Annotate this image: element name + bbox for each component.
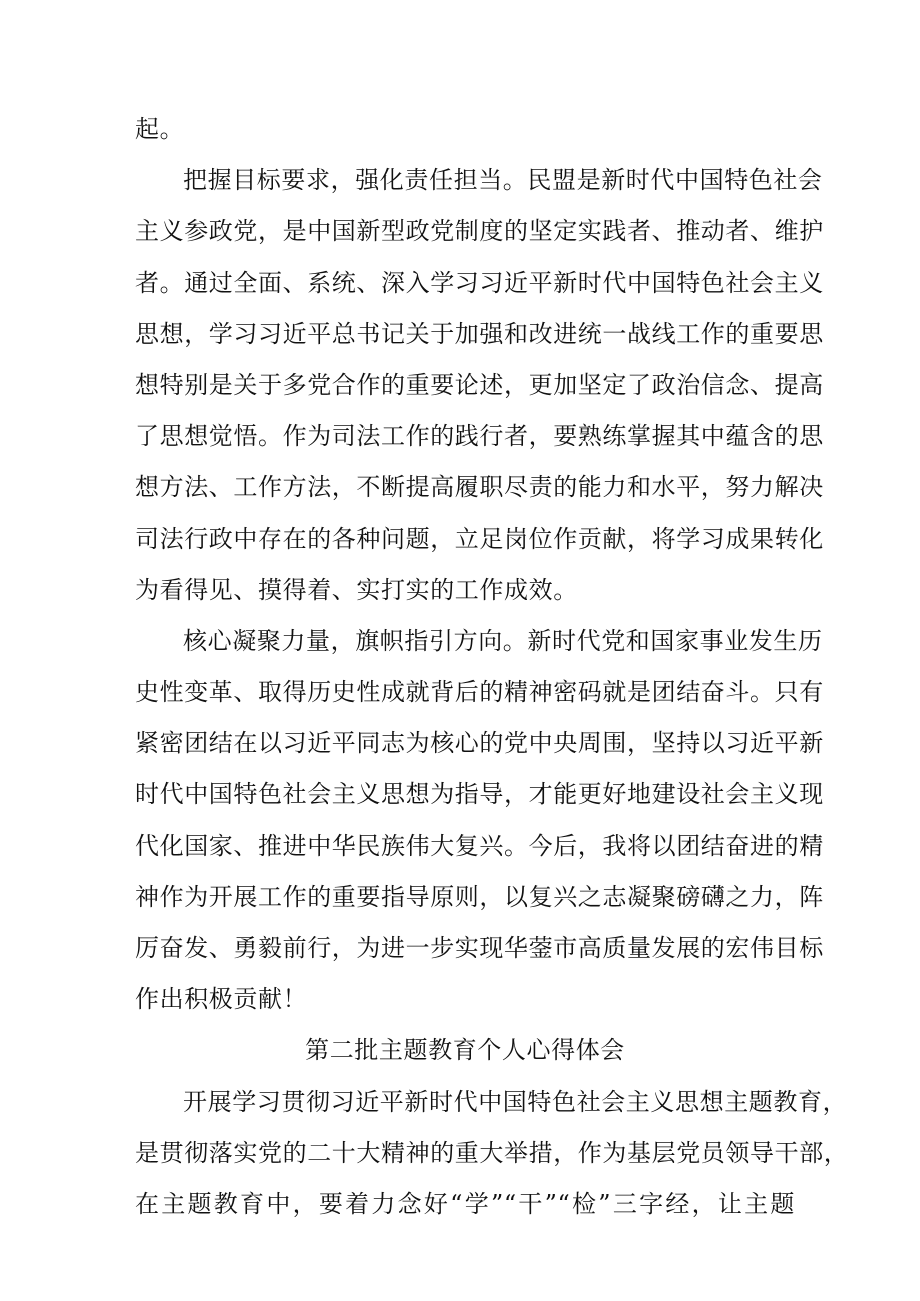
section-title: 第二批主题教育个人心得体会 (305, 1036, 625, 1065)
text-line: 思想，学习习近平总书记关于加强和改进统一战线工作的重要思 (135, 319, 824, 348)
text-line: 史性变革、取得历史性成就背后的精神密码就是团结奋斗。只有 (135, 678, 824, 707)
paragraph-block-1 (135, 104, 824, 1025)
text-line: 起。 (135, 115, 185, 143)
text-line: 是贯彻落实党的二十大精神的重大举措，作为基层党员领导干部， (135, 1138, 849, 1167)
text-line: 神作为开展工作的重要指导原则，以复兴之志凝聚磅礴之力，阵 (135, 882, 824, 911)
text-line: 开展学习贯彻习近平新时代中国特色社会主义思想主题教育， (183, 1087, 848, 1116)
document-body (135, 104, 849, 1230)
text-line: 时代中国特色社会主义思想为指导，才能更好地建设社会主义现 (135, 780, 824, 809)
text-line: 核心凝聚力量，旗帜指引方向。新时代党和国家事业发生历 (183, 626, 823, 655)
text-line: 作出积极贡献！ (135, 985, 308, 1014)
text-line: 紧密团结在以习近平同志为核心的党中央周围，坚持以习近平新 (135, 729, 824, 758)
text-line: 司法行政中存在的各种问题，立足岗位作贡献，将学习成果转化 (135, 524, 824, 553)
text-line: 为看得见、摸得着、实打实的工作成效。 (135, 575, 578, 604)
text-line: 者。通过全面、系统、深入学习习近平新时代中国特色社会主义 (135, 268, 824, 297)
text-line: 代化国家、推进中华民族伟大复兴。今后，我将以团结奋进的精 (135, 831, 824, 860)
text-line: 把握目标要求，强化责任担当。民盟是新时代中国特色社会 (183, 166, 823, 195)
text-line: 在主题教育中，要着力念好“学”“干”“检”三字经，让主题 (135, 1189, 795, 1218)
text-line: 厉奋发、勇毅前行，为进一步实现华蓥市高质量发展的宏伟目标 (135, 934, 824, 962)
text-line: 想特别是关于多党合作的重要论述，更加坚定了政治信念、提高 (135, 370, 824, 399)
paragraph-block-2 (135, 1077, 849, 1231)
text-line: 主义参政党，是中国新型政党制度的坚定实践者、推动者、维护 (135, 217, 824, 246)
text-line: 想方法、工作方法，不断提高履职尽责的能力和水平，努力解决 (135, 473, 824, 502)
text-line: 了思想觉悟。作为司法工作的践行者，要熟练掌握其中蕴含的思 (135, 422, 824, 451)
